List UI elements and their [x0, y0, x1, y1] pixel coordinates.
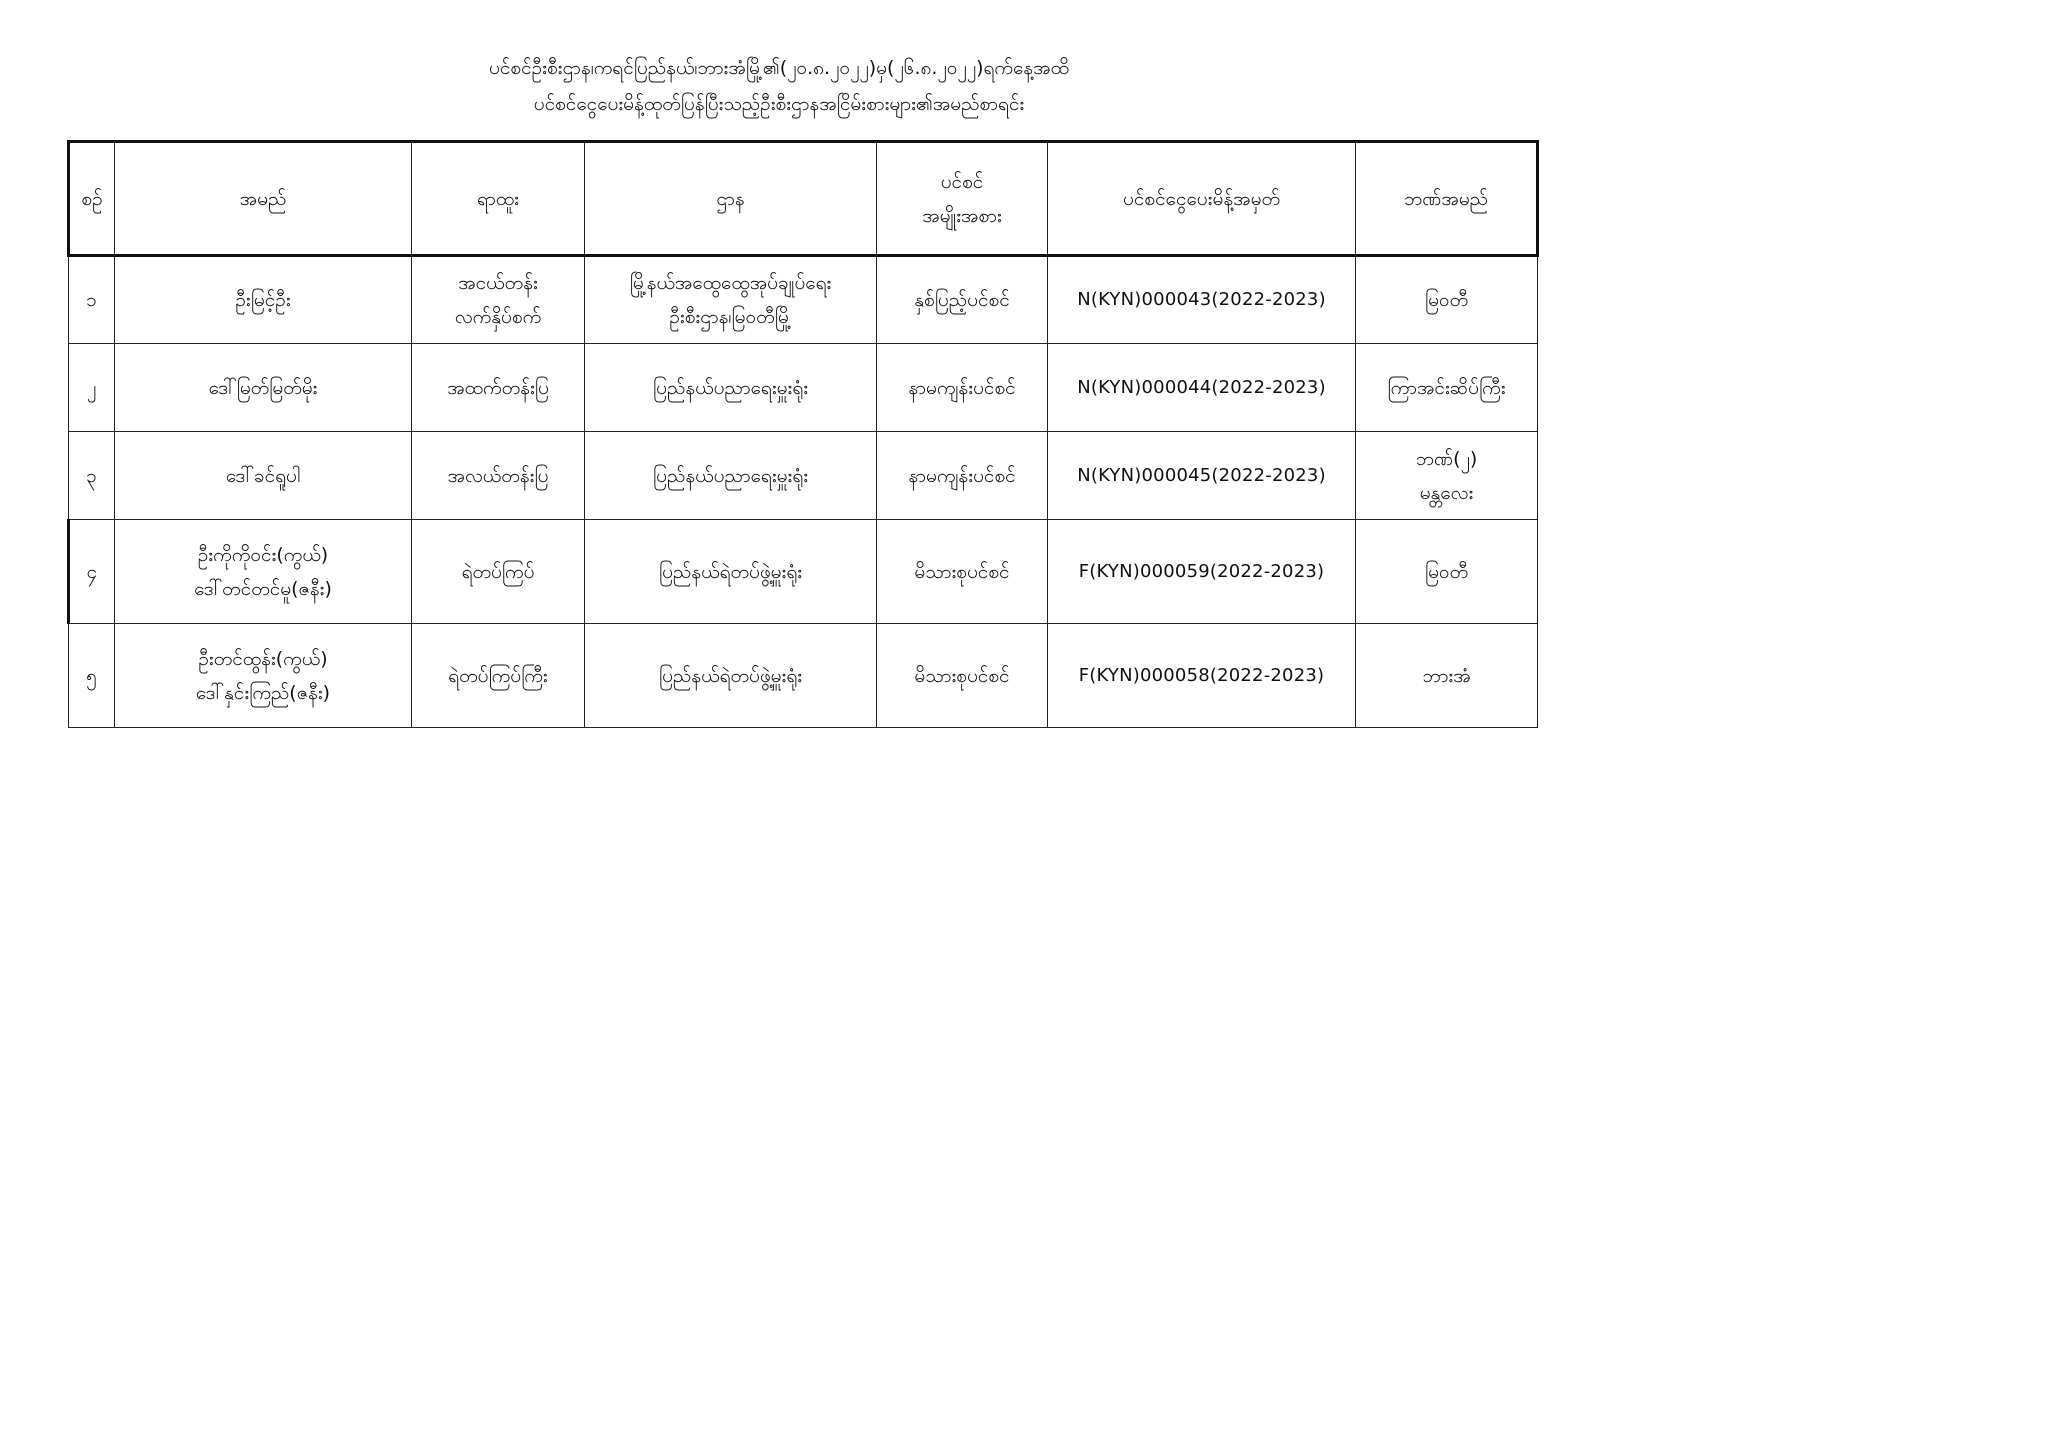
- bank-name-text: ဘားအံ: [1422, 664, 1471, 687]
- department-text: ဦးစီးဌာန၊မြဝတီမြို့: [669, 306, 792, 328]
- header-serial-no: [69, 142, 115, 256]
- cell-pension-order-no: [1048, 624, 1356, 728]
- pension-order-no-text: F(KYN)000058(2022-2023): [1078, 664, 1325, 686]
- pension-type-text: မိသားစုပင်စင်: [914, 664, 1010, 687]
- cell-rank: [412, 624, 585, 728]
- pension-order-no-text: N(KYN)000044(2022-2023): [1077, 376, 1326, 398]
- header-text: ဌာန: [716, 187, 745, 210]
- cell-pension-type: [877, 256, 1048, 344]
- cell-name: [115, 256, 412, 344]
- cell-rank: [412, 256, 585, 344]
- cell-pension-type: [877, 520, 1048, 624]
- document-title-line-1: ပင်စင်ဦးစီးဌာန၊ကရင်ပြည်နယ်၊ဘားအံမြို့၏(၂၀.၈.၂၀၂၂)မှ(၂၆.၈.၂၀၂၂)ရက်နေ့အထိ: [489, 57, 1069, 79]
- name-text: ဦးကိုကိုဝင်း(ကွယ်): [197, 543, 329, 566]
- rank-text: အငယ်တန်း: [458, 272, 538, 294]
- bank-name-text: မြဝတီ: [1424, 560, 1469, 583]
- serial-no-text: ၁: [86, 289, 97, 311]
- pension-type-text: နာမကျန်းပင်စင်: [908, 376, 1016, 399]
- pension-type-text: နာမကျန်းပင်စင်: [908, 464, 1016, 487]
- cell-serial-no: [69, 432, 115, 520]
- cell-bank-name: [1356, 256, 1538, 344]
- bank-name-text: မန္တလေး: [1419, 481, 1474, 504]
- document-title-line-2: ပင်စင်ငွေပေးမိန့်ထုတ်ပြန်ပြီးသည့်ဦးစီးဌာနအငြိမ်းစားများ၏အမည်စာရင်း: [533, 93, 1025, 115]
- header-department: [585, 142, 877, 256]
- header-name: [115, 142, 412, 256]
- table-header: [69, 142, 1538, 256]
- serial-no-text: ၃: [86, 464, 97, 487]
- header-text: ရာထူး: [477, 187, 519, 210]
- cell-serial-no: [69, 344, 115, 432]
- cell-pension-type: [877, 624, 1048, 728]
- rank-text: လက်နှိပ်စက်: [454, 306, 542, 328]
- table-row: [69, 624, 1538, 728]
- pension-type-text: မိသားစုပင်စင်: [914, 560, 1010, 583]
- cell-department: [585, 344, 877, 432]
- department-text: မြို့နယ်အထွေထွေအုပ်ချုပ်ရေး: [629, 272, 832, 294]
- cell-department: [585, 520, 877, 624]
- rank-text: ရဲတပ်ကြပ်ကြီး: [448, 664, 548, 687]
- cell-name: [115, 624, 412, 728]
- cell-rank: [412, 344, 585, 432]
- cell-rank: [412, 520, 585, 624]
- cell-pension-order-no: [1048, 432, 1356, 520]
- rank-text: အထက်တန်းပြ: [447, 376, 549, 399]
- cell-name: [115, 520, 412, 624]
- pensioner-table: [67, 140, 1539, 728]
- header-text: အမျိုးအစား: [922, 204, 1002, 227]
- cell-bank-name: [1356, 624, 1538, 728]
- cell-pension-type: [877, 432, 1048, 520]
- cell-serial-no: [69, 520, 115, 624]
- cell-serial-no: [69, 256, 115, 344]
- cell-pension-type: [877, 344, 1048, 432]
- header-pension-order-no: [1048, 142, 1356, 256]
- serial-no-text: ၅: [86, 664, 97, 687]
- name-text: ဒေါ်နှင်းကြည်(ဇနီး): [195, 681, 331, 704]
- header-text: ဘဏ်အမည်: [1403, 187, 1489, 210]
- name-text: ဦးမြင့်ဦး: [235, 289, 291, 311]
- cell-serial-no: [69, 624, 115, 728]
- header-bank-name: [1356, 142, 1538, 256]
- header-row: [69, 142, 1538, 256]
- cell-pension-order-no: [1048, 344, 1356, 432]
- header-text: အမည်: [239, 187, 287, 210]
- cell-pension-order-no: [1048, 520, 1356, 624]
- rank-text: အလယ်တန်းပြ: [447, 464, 549, 487]
- department-text: ပြည်နယ်ရဲတပ်ဖွဲ့မှူးရုံး: [658, 560, 803, 583]
- cell-department: [585, 432, 877, 520]
- header-rank: [412, 142, 585, 256]
- bank-name-text: ဘဏ်(၂): [1415, 447, 1478, 470]
- header-text: ပင်စင်: [940, 170, 984, 193]
- cell-bank-name: [1356, 432, 1538, 520]
- cell-department: [585, 256, 877, 344]
- department-text: ပြည်နယ်ပညာရေးမှူးရုံး: [652, 376, 809, 399]
- cell-rank: [412, 432, 585, 520]
- name-text: ဒေါ်မြတ်မြတ်မိုး: [208, 376, 318, 399]
- serial-no-text: ၄: [86, 560, 98, 583]
- department-text: ပြည်နယ်ပညာရေးမှူးရုံး: [652, 464, 809, 487]
- cell-department: [585, 624, 877, 728]
- bank-name-text: မြဝတီ: [1424, 289, 1469, 311]
- pension-order-no-text: N(KYN)000045(2022-2023): [1077, 464, 1326, 486]
- table-row: [69, 432, 1538, 520]
- serial-no-text: ၂: [86, 376, 97, 399]
- cell-name: [115, 432, 412, 520]
- header-text: ပင်စင်ငွေပေးမိန့်အမှတ်: [1123, 187, 1280, 210]
- cell-bank-name: [1356, 344, 1538, 432]
- rank-text: ရဲတပ်ကြပ်: [461, 560, 535, 583]
- bank-name-text: ကြာအင်းဆိပ်ကြီး: [1387, 376, 1506, 399]
- department-text: ပြည်နယ်ရဲတပ်ဖွဲ့မှူးရုံး: [658, 664, 803, 687]
- pension-type-text: နှစ်ပြည့်ပင်စင်: [914, 289, 1010, 311]
- name-text: ဒေါ်တင်တင်မူ(ဇနီး): [194, 577, 332, 600]
- cell-pension-order-no: [1048, 256, 1356, 344]
- cell-bank-name: [1356, 520, 1538, 624]
- name-text: ဦးတင်ထွန်း(ကွယ်): [198, 647, 328, 670]
- header-pension-type: [877, 142, 1048, 256]
- cell-name: [115, 344, 412, 432]
- pension-order-no-text: F(KYN)000059(2022-2023): [1078, 560, 1325, 582]
- table-body: [69, 256, 1538, 728]
- table-row: [69, 256, 1538, 344]
- name-text: ဒေါ်ခင်ရူပါ: [225, 464, 301, 487]
- table-row: [69, 344, 1538, 432]
- pension-order-no-text: N(KYN)000043(2022-2023): [1077, 289, 1326, 310]
- table-row: [69, 520, 1538, 624]
- header-text: စဉ်: [81, 187, 103, 210]
